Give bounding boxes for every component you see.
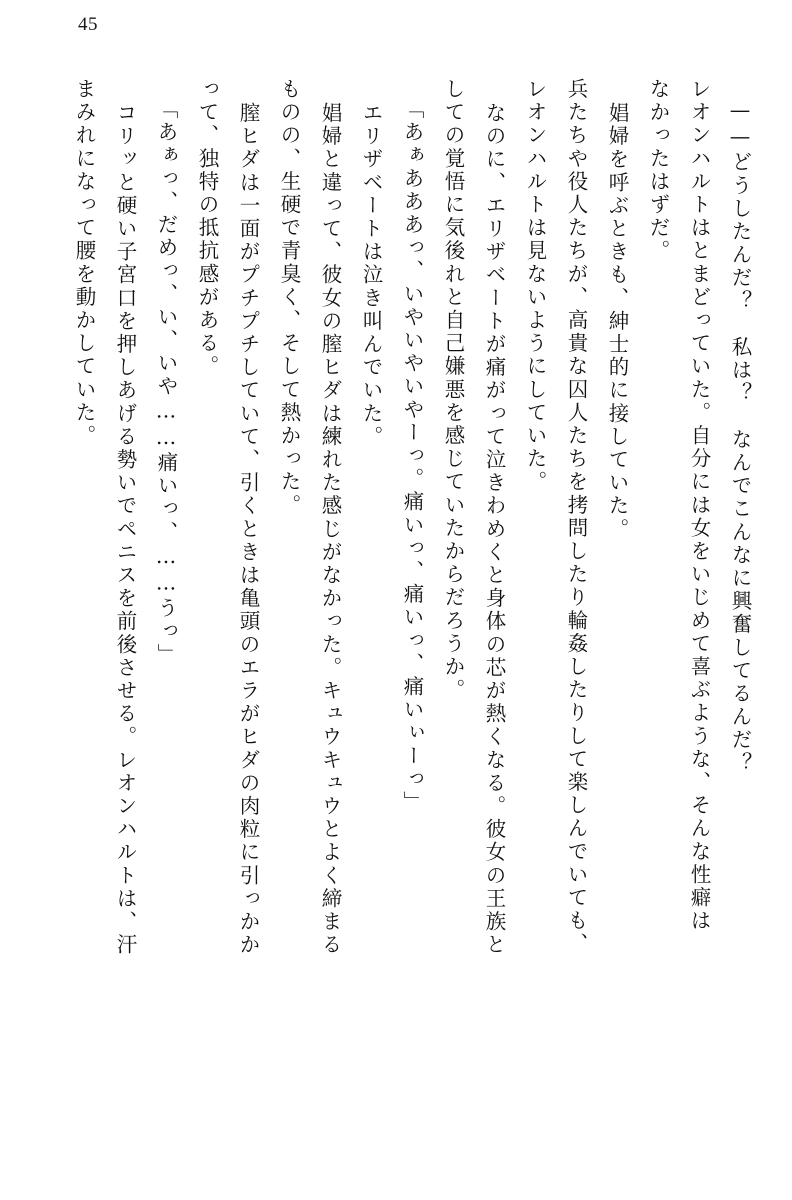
- text-column: レオンハルトは見ないようにしていた。: [523, 78, 547, 494]
- vertical-text-body: [50, 78, 750, 1158]
- text-column: 娼婦と違って、彼女の膣ヒダは練れた感じがなかった。キュウキュウとよく締まる: [318, 102, 342, 957]
- text-column: 娼婦を呼ぶときも、紳士的に接していた。: [605, 102, 629, 541]
- text-column: レオンハルトはとまどっていた。自分には女をいじめて喜ぶような、そんな性癖は: [687, 78, 711, 933]
- text-column: しての覚悟に気後れと自己嫌悪を感じていたからだろうか。: [441, 78, 465, 702]
- text-column: まみれになって腰を動かしていた。: [72, 78, 96, 448]
- text-column: 「あぁあああっ、いやいやいやーっ。痛いっ、痛いっ、痛いぃーっ」: [400, 98, 424, 815]
- page-number: 45: [78, 14, 98, 35]
- text-column: 「あぁっ、だめっ、い、いや……痛いっ、……うっ」: [154, 98, 178, 667]
- text-column: なのに、エリザベートが痛がって泣きわめくと身体の芯が熱くなる。彼女の王族と: [482, 102, 506, 957]
- text-column: なかったはずだ。: [646, 78, 670, 263]
- text-column: ——どうしたんだ？ 私は？ なんでこんなに興奮してるんだ？: [728, 98, 752, 775]
- text-column: コリッと硬い子宮口を押しあげる勢いでペニスを前後させる。レオンハルトは、汗: [113, 102, 137, 957]
- text-column: 膣ヒダは一面がプチプチしていて、引くときは亀頭のエラがヒダの肉粒に引っかか: [236, 102, 260, 957]
- text-column: って、独特の抵抗感がある。: [195, 78, 219, 379]
- text-column: エリザベートは泣き叫んでいた。: [359, 102, 383, 449]
- text-column: ものの、生硬で青臭く、そして熱かった。: [277, 78, 301, 517]
- text-column: 兵たちや役人たちが、高貴な囚人たちを拷問したり輪姦したりして楽しんでいても、: [564, 78, 588, 956]
